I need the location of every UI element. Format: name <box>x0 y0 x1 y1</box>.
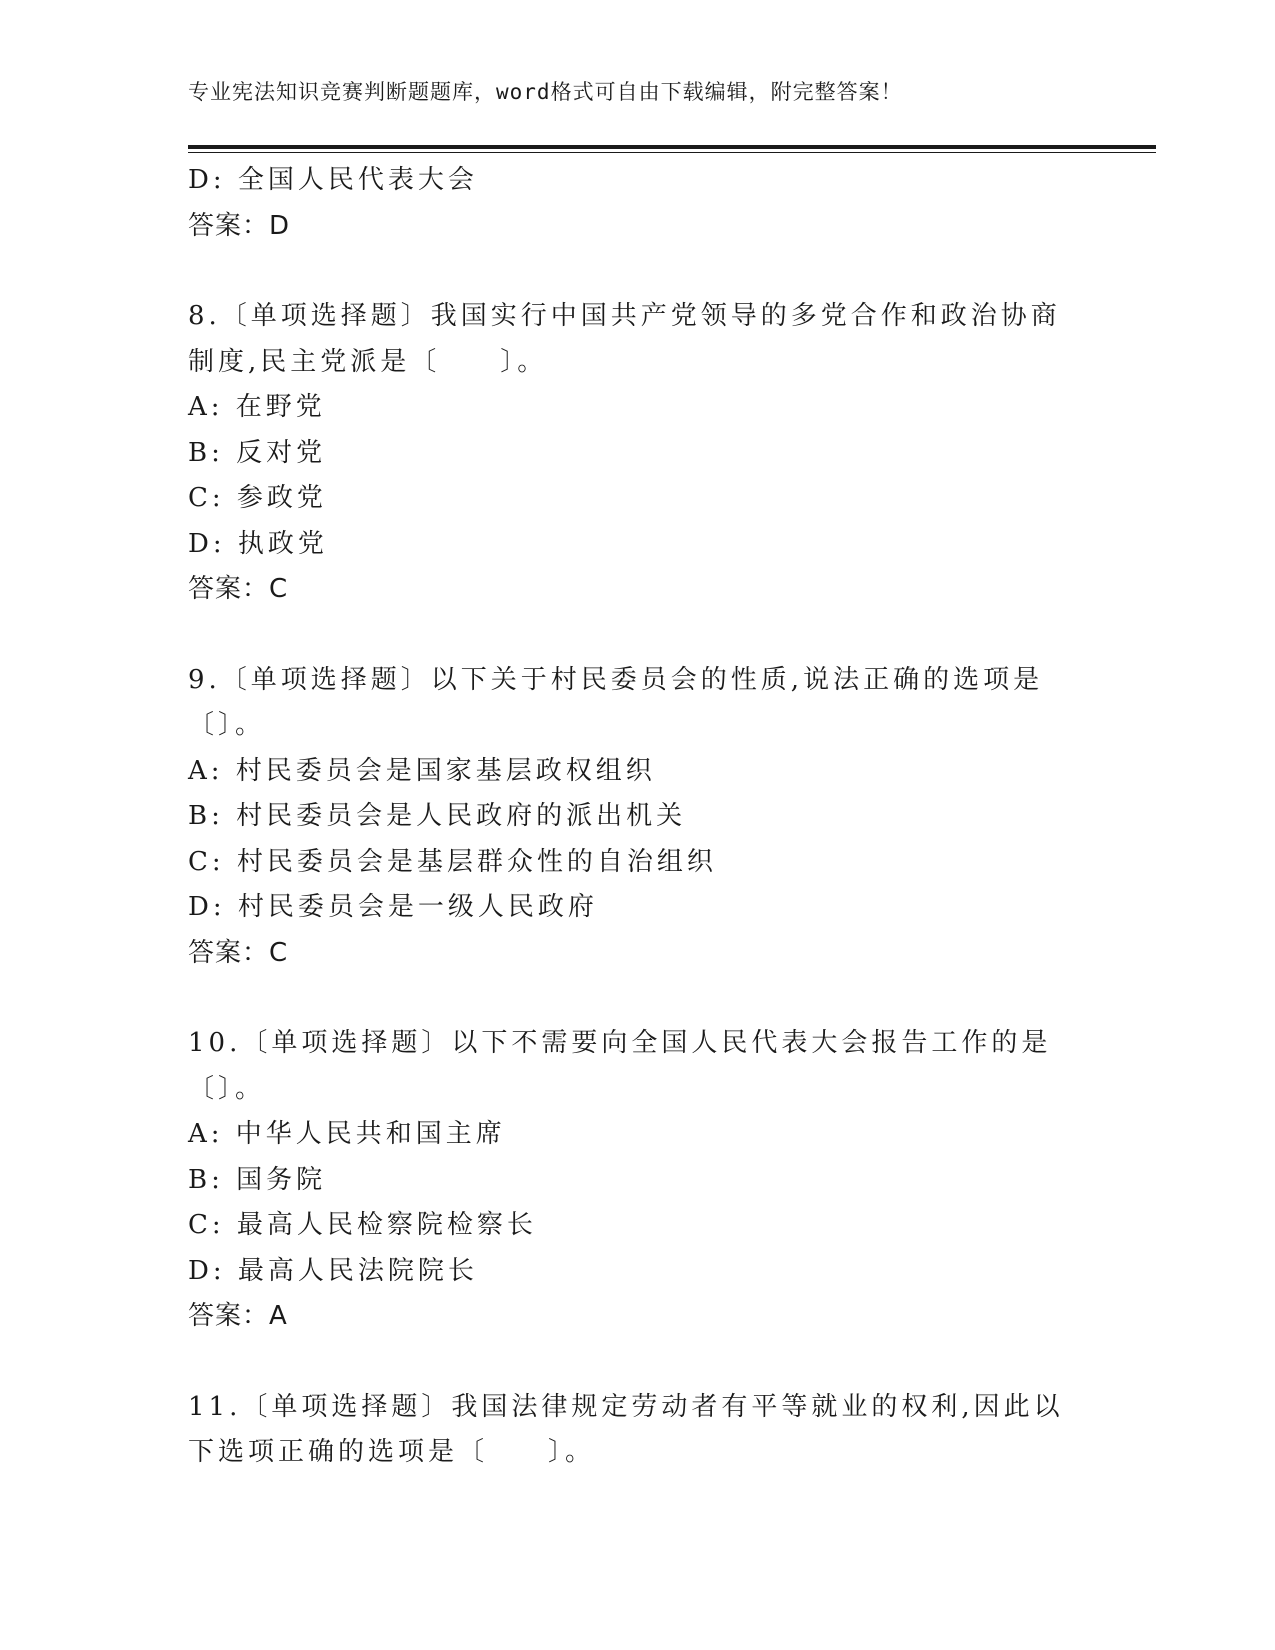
question-11 <box>188 1385 1068 1476</box>
question-stem: 10.〔单项选择题〕以下不需要向全国人民代表大会报告工作的是〔〕。 <box>188 1028 1052 1104</box>
option-a: A: 村民委员会是国家基层政权组织 <box>188 755 656 786</box>
header-rule-thick <box>188 145 1156 149</box>
option-b: B: 国务院 <box>188 1164 327 1195</box>
option-d: D: 执政党 <box>188 528 328 559</box>
option-c: C: 最高人民检察院检察长 <box>188 1210 537 1240</box>
page-header: 专业宪法知识竞赛判断题题库，word格式可自由下载编辑，附完整答案！ <box>188 80 903 104</box>
option-d: D: 全国人民代表大会 <box>188 165 478 195</box>
option-c: C: 村民委员会是基层群众性的自治组织 <box>188 846 717 877</box>
option-c: C: 参政党 <box>188 483 327 513</box>
option-a: A: 中华人民共和国主席 <box>188 1119 506 1149</box>
question-8 <box>188 294 1068 613</box>
answer-line: 答案：D <box>188 210 291 241</box>
option-d: D: 村民委员会是一级人民政府 <box>188 892 598 922</box>
header-rule-thin <box>188 152 1156 153</box>
question-list <box>188 158 1068 1476</box>
option-a: A: 在野党 <box>188 392 326 422</box>
option-b: B: 村民委员会是人民政府的派出机关 <box>188 801 687 831</box>
answer-line: 答案：C <box>188 937 289 968</box>
question-stem: 8.〔单项选择题〕我国实行中国共产党领导的多党合作和政治协商制度,民主党派是〔 〕。 <box>188 301 1061 377</box>
answer-line: 答案：C <box>188 574 289 604</box>
answer-line: 答案：A <box>188 1301 288 1331</box>
question-10 <box>188 1021 1068 1340</box>
question-stem: 11.〔单项选择题〕我国法律规定劳动者有平等就业的权利,因此以下选项正确的选项是〔 〕。 <box>188 1391 1064 1467</box>
option-b: B: 反对党 <box>188 437 327 468</box>
option-d: D: 最高人民法院院长 <box>188 1255 478 1286</box>
question-previous <box>188 158 1068 249</box>
question-stem: 9.〔单项选择题〕以下关于村民委员会的性质,说法正确的选项是〔〕。 <box>188 664 1044 740</box>
question-9 <box>188 658 1068 977</box>
